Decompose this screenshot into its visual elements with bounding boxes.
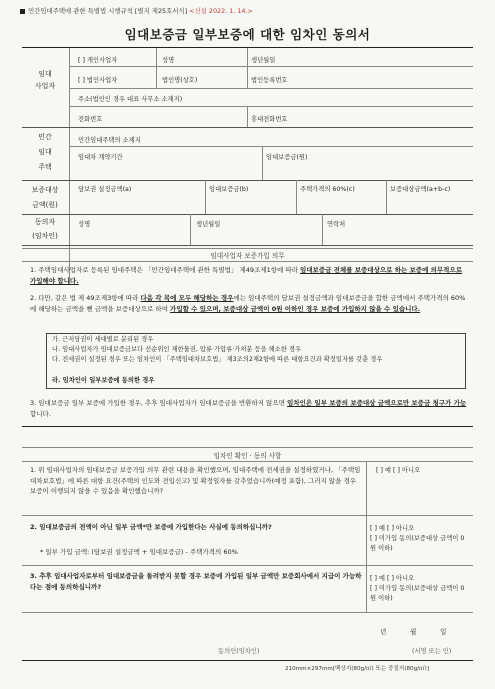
divider <box>22 248 473 249</box>
lessor-phone-field[interactable]: 전화번호 <box>78 116 103 123</box>
signature-field[interactable]: (서명 또는 인) <box>412 648 452 655</box>
divider <box>22 180 473 181</box>
guarantee-col-c[interactable]: 주택가격의 60%(c) <box>300 186 355 193</box>
divider <box>22 245 473 246</box>
lessor-name-field[interactable]: 성명 <box>162 57 175 64</box>
divider <box>247 106 248 127</box>
guarantee-col-a[interactable]: 담보권 설정금액(a) <box>78 186 132 193</box>
guarantee-col-sum[interactable]: 보증대상금액(a+b-c) <box>390 186 451 193</box>
confirm-question-2: 2. 임대보증금의 전액이 아닌 일부 금액*만 보증에 가입한다는 사실에 동의하십니까? <box>30 523 272 531</box>
divider <box>262 146 263 180</box>
consenter-contact-field[interactable]: 연락처 <box>327 221 346 228</box>
obligation-title: 임대사업자 보증가입 의무 <box>210 252 285 260</box>
corporate-checkbox[interactable]: [ ] 법인사업자 <box>78 77 118 84</box>
divider <box>205 180 206 214</box>
q2-options-yes-no[interactable]: [ ] 예 [ ] 아니오 <box>370 525 415 532</box>
housing-deposit-field[interactable]: 임대보증금(원) <box>266 154 308 161</box>
divider <box>70 106 473 107</box>
housing-section-label: 민간 임대 주택 <box>38 133 52 171</box>
guarantee-section-label: 보증대상 금액(원) <box>31 186 59 209</box>
document-title: 임대보증금 일부보증에 대한 임차인 동의서 <box>124 27 371 42</box>
form-reference: 민간임대주택에 관한 특별법 시행규칙 [별지 제25호서식] <box>28 7 188 15</box>
obligation-item-2: 2. 다만, 같은 법 제 49조제3항에 따라 다음 각 목에 모두 해당하는 경우에는 임대주택의 담보권 설정금액과 임대보증금을 합한 금액에서 주택가격의 60%에 해당하는 금액을 뺀 금액을 보증대상으로 하여 가입할 수 있으며, 보증대상 금액이 0원 이하인 경우 보증에 가입하지 않을 수 있습니다. <box>30 294 466 313</box>
date-month[interactable]: 월 <box>410 628 417 636</box>
consenter-section-label: 동의자 (임차인) <box>32 218 58 240</box>
divider <box>22 261 473 262</box>
divider <box>22 515 473 516</box>
confirm-question-1: 1. 위 임대사업자의 임대보증금 보증가입 의무 관련 내용을 확인했으며, 임대주택에 전세권을 설정하였거나, 「주택임대차보호법」에 따른 대항 요건(주택의 인도와 전입신고) 및 확정일자를 갖추었습니까(예정 포함), 그러지 않을 경우 보증이 이행되지 않을 수 있음을 확인했습니까? <box>30 466 361 496</box>
housing-location-field[interactable]: 민간임대주택의 소재지 <box>78 137 141 144</box>
obligation-item-3: 3. 임대보증금 일부 보증에 가입한 경우, 추후 임대사업자가 임대보증금을 반환하지 않으면 임차인은 일부 보증의 보증대상 금액으로만 보증금 청구가 가능합니다. <box>30 399 467 418</box>
lessor-section-label: 임대 사업자 <box>34 70 56 90</box>
q3-options-yes-no[interactable]: [ ] 예 [ ] 아니오 <box>370 575 415 582</box>
divider <box>22 565 473 566</box>
revision-note: <신설 2022. 1. 14.> <box>189 7 253 15</box>
individual-checkbox[interactable]: [ ] 개인사업자 <box>78 57 118 64</box>
consenter-name-field[interactable]: 성명 <box>78 221 91 228</box>
consenter-sign-label: 동의인(임차인) <box>218 648 260 655</box>
lessor-mobile-field[interactable]: 휴대전화번호 <box>251 116 288 123</box>
divider <box>366 461 367 612</box>
form-header <box>20 6 253 15</box>
divider <box>296 180 297 214</box>
lease-period-field[interactable]: 임대차 계약기간 <box>78 154 123 161</box>
condition-b: 나. 임대사업자가 임대보증금보다 선순위인 제한물권, 압류·가압류·가처분 등을 해소한 경우 <box>52 346 302 353</box>
divider <box>247 48 248 88</box>
q2-footnote: * 일부 가입 금액: (담보권 설정금액 + 임대보증금) - 주택가격의 60% <box>40 548 238 556</box>
condition-a: 가. 근저당권이 세대별로 분리된 경우 <box>52 336 154 343</box>
q2-options-no-join[interactable]: [ ] 미가입 동의(보증대상 금액이 0원 이하) <box>370 535 465 553</box>
date-year[interactable]: 년 <box>380 628 387 636</box>
divider <box>322 214 323 245</box>
bullet-square-icon <box>20 9 25 14</box>
divider <box>70 66 473 67</box>
guarantee-col-b[interactable]: 임대보증금(b) <box>209 186 249 193</box>
section-rule <box>22 426 473 427</box>
confirm-title: 임차인 확인 · 동의 사항 <box>213 452 282 460</box>
divider <box>190 214 191 245</box>
bottom-rule <box>22 660 473 661</box>
divider <box>22 214 473 215</box>
divider <box>22 461 473 462</box>
q1-options[interactable]: [ ] 예 [ ] 아니오 <box>376 467 421 474</box>
divider <box>22 447 473 448</box>
divider <box>70 146 473 147</box>
date-day[interactable]: 일 <box>440 628 447 636</box>
q3-options-no-join[interactable]: [ ] 미가입 동의(보증대상 금액이 0원 이하) <box>370 585 465 603</box>
condition-d: 라. 임차인이 일부보증에 동의한 경우 <box>52 377 155 384</box>
paper-spec: 210mm×297mm[백상지(80g/㎡) 또는 중질지(80g/㎡)] <box>285 666 430 672</box>
lessor-address-field[interactable]: 주소(법인인 경우 대표 사무소 소재지) <box>78 96 183 103</box>
consenter-birth-field[interactable]: 생년월일 <box>196 221 221 228</box>
divider <box>22 612 473 613</box>
condition-c: 다. 전세권이 설정된 경우 또는 임차인이 「주택임대차보호법」 제3조의2제2항에 따른 대항요건과 확정일자를 갖춘 경우 <box>52 356 383 363</box>
divider <box>22 127 473 128</box>
corp-reg-field[interactable]: 법인등록번호 <box>251 77 288 84</box>
obligation-item-1: 1. 주택임대사업자로 등록된 임대주택은 「민간임대주택에 관한 특별법」 제49조제1항에 따라 임대보증금 전체를 보증대상으로 하는 보증에 의무적으로 가입해야 합니다. <box>30 266 463 285</box>
divider <box>386 180 387 214</box>
divider <box>156 48 157 88</box>
divider <box>70 88 473 89</box>
confirm-question-3: 3. 추후 임대사업자로부터 임대보증금을 돌려받지 못할 경우 보증에 가입된 일부 금액만 보증회사에서 지급이 가능하다는 점에 동의하십니까? <box>30 572 362 591</box>
lessor-birth-field[interactable]: 생년월일 <box>251 57 276 64</box>
corp-name-field[interactable]: 법인명(상호) <box>162 77 198 84</box>
